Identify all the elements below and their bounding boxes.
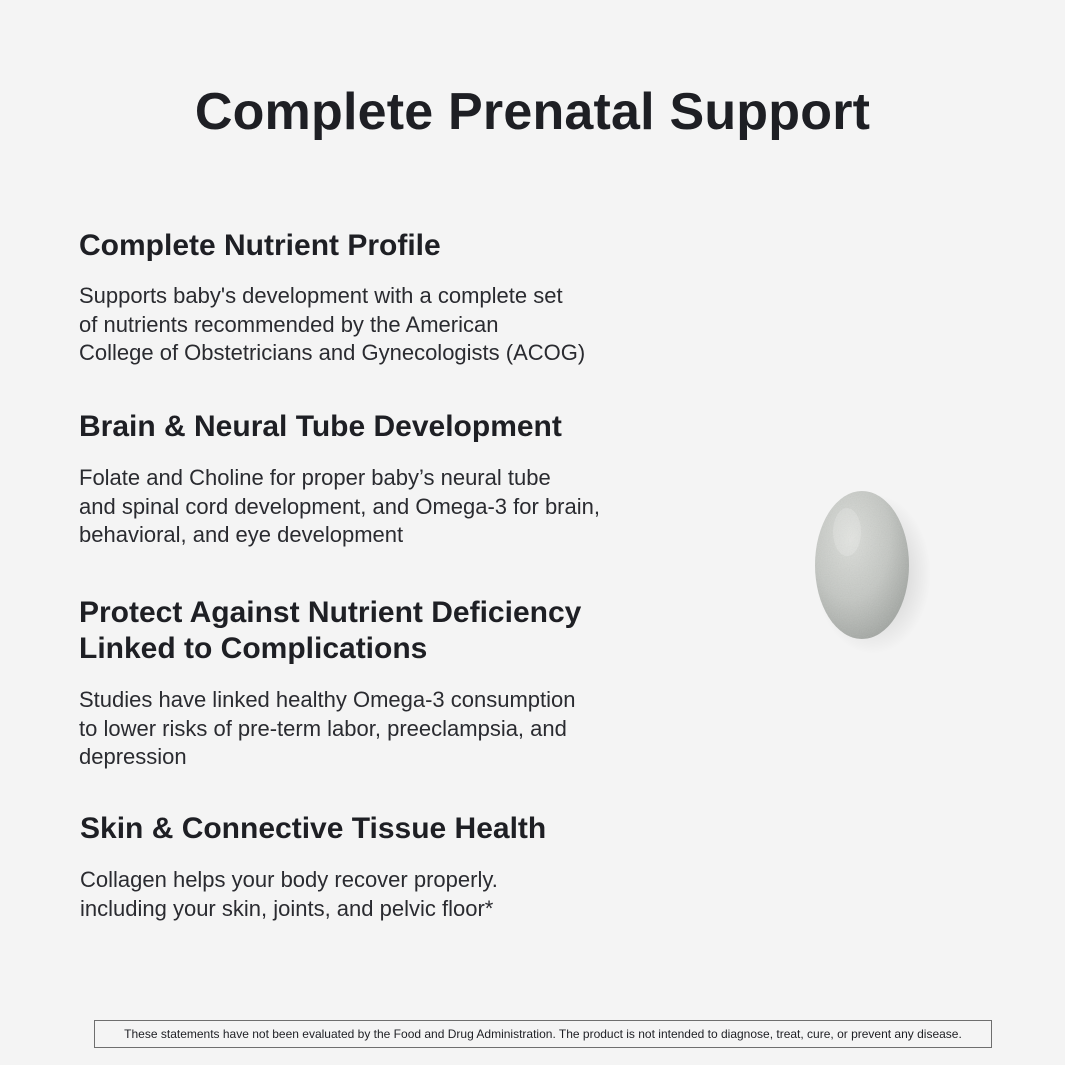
softgel-capsule-image: [805, 482, 945, 662]
page-title: Complete Prenatal Support: [194, 83, 871, 141]
fda-disclaimer: These statements have not been evaluated by the Food and Drug Administration. The product is not intended to diagnose, treat, cure, or prevent any disease.: [94, 1020, 992, 1048]
benefit-heading: Brain & Neural Tube Development: [79, 410, 562, 443]
benefit-description: Collagen helps your body recover properly. including your skin, joints, and pelvic floor*: [80, 867, 498, 921]
benefit-nutrient-deficiency: [79, 595, 699, 772]
benefit-nutrient-profile: [79, 228, 699, 368]
benefit-brain-neural-tube: [79, 409, 699, 550]
benefit-heading: Complete Nutrient Profile: [79, 229, 441, 262]
softgel-capsule-illustration: [805, 482, 945, 662]
benefit-description: Studies have linked healthy Omega-3 consumption to lower risks of pre-term labor, preeclampsia, and depression: [79, 687, 576, 769]
benefit-description: Supports baby's development with a complete set of nutrients recommended by the American College of Obstetricians and Gynecologists (ACOG): [79, 283, 586, 365]
benefit-description: Folate and Choline for proper baby’s neural tube and spinal cord development, and Omega-3 for brain, behavioral, and eye development: [79, 465, 600, 547]
benefit-heading: Protect Against Nutrient Deficiency Linked to Complications: [79, 596, 582, 665]
benefit-heading: Skin & Connective Tissue Health: [80, 812, 547, 845]
benefit-skin-connective-tissue: [80, 811, 700, 923]
